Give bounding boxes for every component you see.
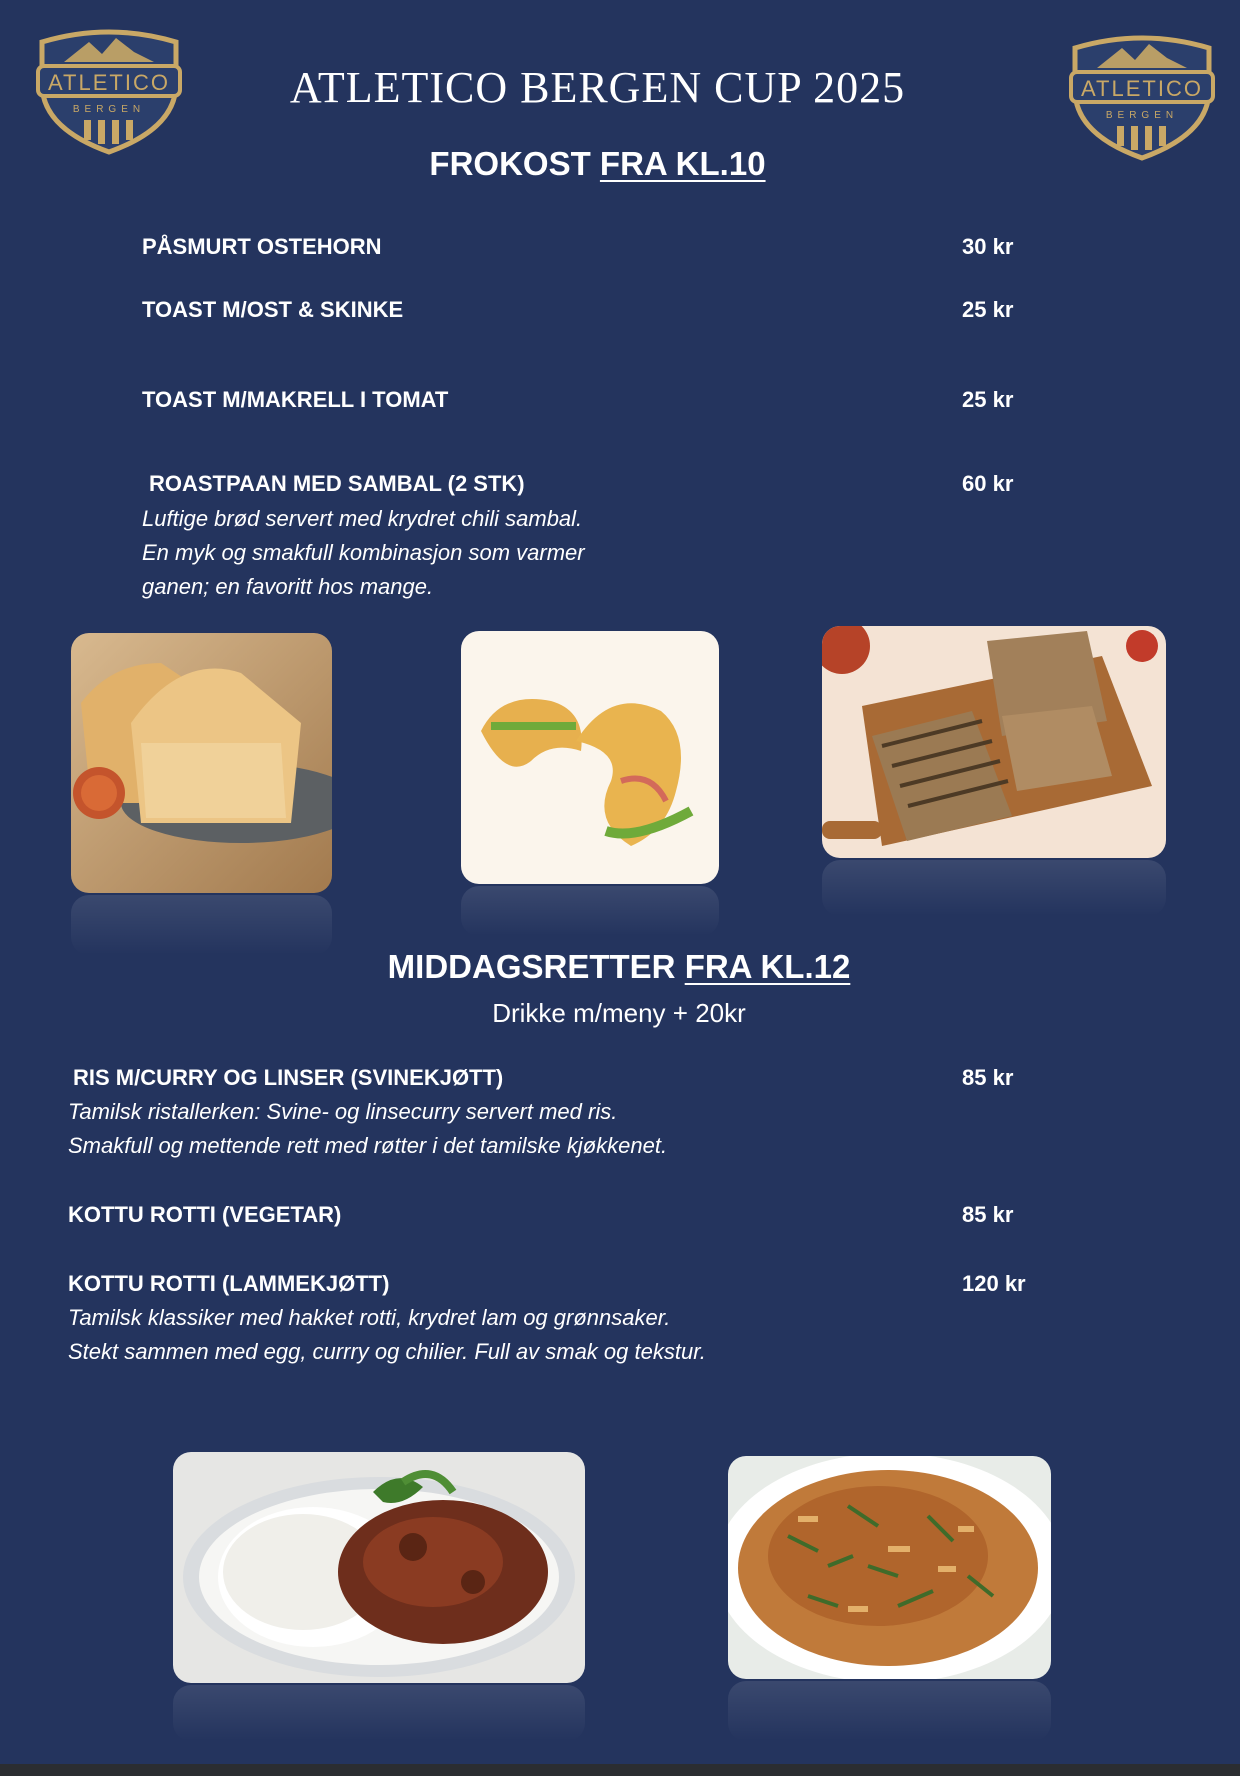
menu-item-price: 30 kr: [962, 234, 1014, 259]
menu-item-name: KOTTU ROTTI (LAMMEKJØTT): [68, 1271, 390, 1296]
menu-item-price: 60 kr: [962, 471, 1014, 496]
svg-text:BERGEN: BERGEN: [1105, 110, 1179, 121]
svg-text:BERGEN: BERGEN: [72, 104, 146, 115]
menu-item-price: 85 kr: [962, 1065, 1014, 1090]
dinner-heading: MIDDAGSRETTER FRA KL.12: [387, 948, 851, 985]
photo-reflection: [728, 1681, 1051, 1741]
breakfast-heading: FROKOST FRA KL.10: [429, 145, 766, 182]
grilled-toast-photo: [822, 626, 1166, 858]
menu-item-description: Luftige brød servert med krydret chili sambal. En myk og smakfull kombinasjon som varmer ganen; en favoritt hos mange.: [142, 506, 585, 599]
breakfast-time: FRA KL.10: [599, 145, 766, 182]
menu-item-price: 25 kr: [962, 297, 1014, 322]
page-title: ATLETICO BERGEN CUP 2025: [289, 63, 906, 112]
menu-item-name: TOAST M/MAKRELL I TOMAT: [142, 387, 449, 412]
dinner-time: FRA KL.12: [684, 948, 851, 985]
svg-text:ATLETICO: ATLETICO: [1081, 76, 1203, 101]
menu-item-name: PÅSMURT OSTEHORN: [142, 234, 382, 259]
menu-item-price: 25 kr: [962, 387, 1014, 412]
menu-item-name: ROASTPAAN MED SAMBAL (2 STK): [149, 471, 525, 496]
photo-reflection: [173, 1685, 585, 1741]
photo-reflection: [822, 860, 1166, 916]
menu-item-price: 85 kr: [962, 1202, 1014, 1227]
menu-item-name: RIS M/CURRY OG LINSER (SVINEKJØTT): [73, 1065, 504, 1090]
menu-item-price: 120 kr: [962, 1271, 1026, 1296]
rice-curry-photo: [173, 1452, 585, 1683]
kottu-rotti-photo: [728, 1456, 1051, 1679]
photo-reflection: [71, 895, 332, 955]
logo-text: ATLETICO: [48, 70, 170, 95]
menu-item-description: Tamilsk ristallerken: Svine- og linsecurry servert med ris. Smakfull og mettende rett med røtter i det tamilske kjøkkenet.: [68, 1099, 668, 1158]
cheese-horn-photo: [461, 631, 719, 884]
menu-item-name: TOAST M/OST & SKINKE: [142, 297, 404, 322]
toasted-bread-sambal-photo: [71, 633, 332, 893]
bottom-bar: [0, 1764, 1240, 1776]
drinks-note: Drikke m/meny + 20kr: [492, 998, 746, 1028]
menu-item-description: Tamilsk klassiker med hakket rotti, krydret lam og grønnsaker. Stekt sammen med egg, currry og chilier. Full av smak og tekstur.: [68, 1305, 706, 1364]
menu-item-name: KOTTU ROTTI (VEGETAR): [68, 1202, 342, 1227]
photo-reflection: [461, 886, 719, 936]
